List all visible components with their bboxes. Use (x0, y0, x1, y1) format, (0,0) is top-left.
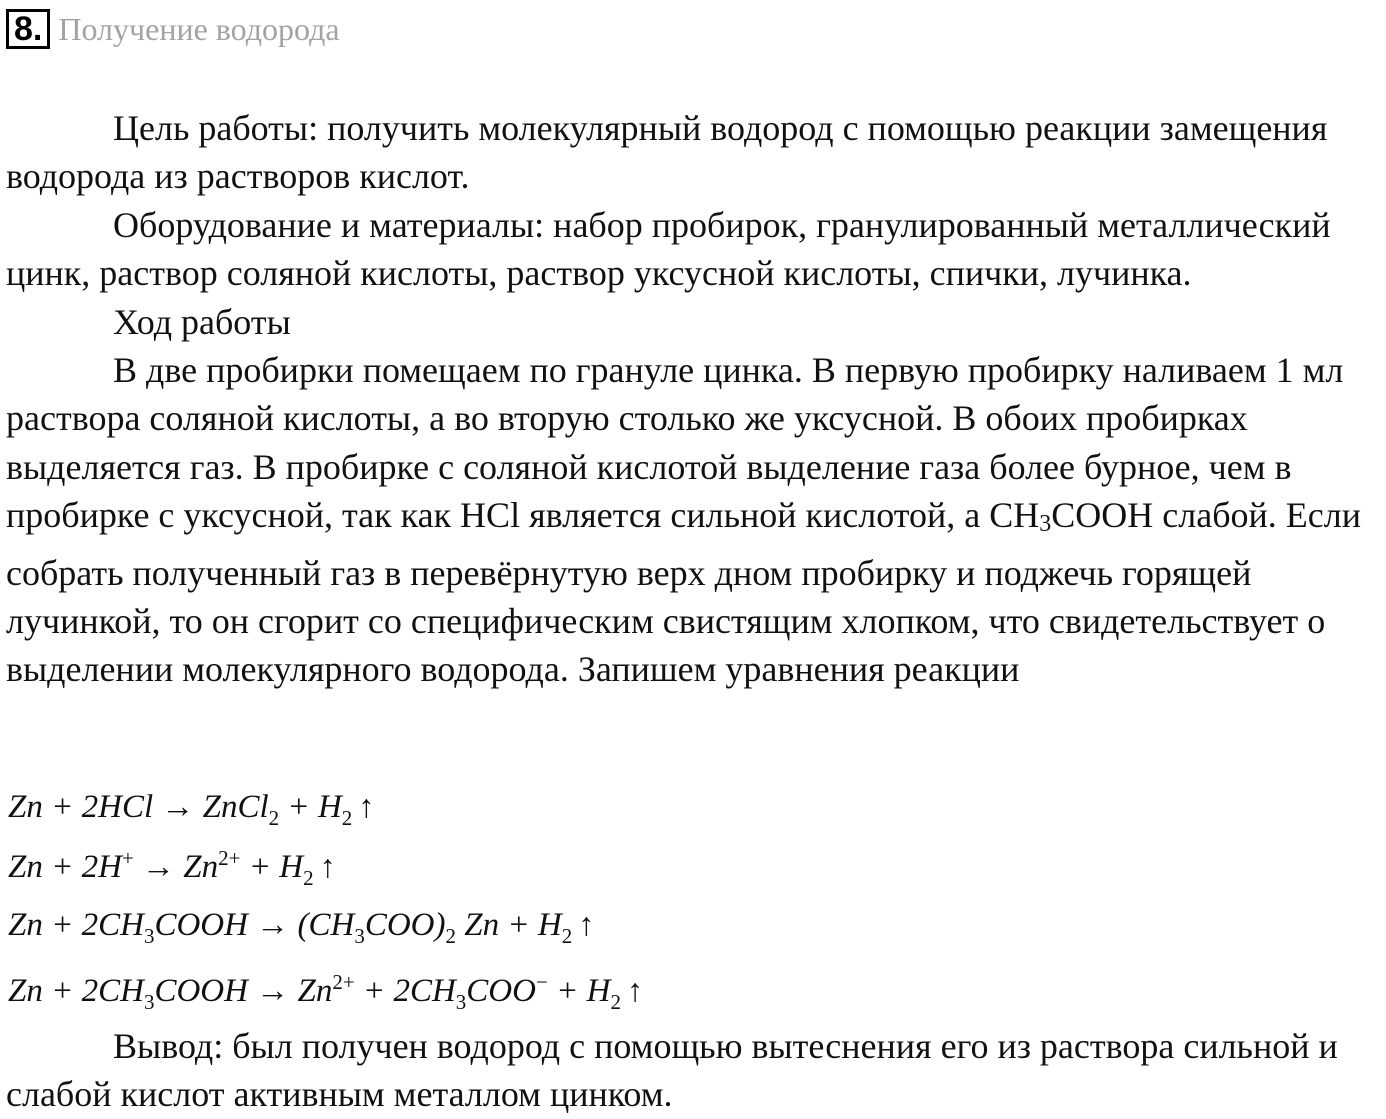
goal-paragraph: Цель работы: получить молекулярный водород с помощью реакции замещения водорода из растворов кислот. (6, 108, 1328, 197)
gas-arrow-icon: ↑ (578, 906, 595, 942)
procedure-text-b: COOH слабой. Если собрать полученный газ в перевёрнутую верх дном пробирку и поджечь горящей лучинкой, то он сгорит со специфическим свистящим хлопком, что свидетельствует о выделении молекулярного водорода. Запишем уравнения реакции (6, 495, 1361, 690)
conclusion-paragraph: Вывод: был получен водород с помощью вытеснения его из раствора сильной и слабой кислот активным металлом цинком. (6, 1026, 1338, 1115)
eq1-sub: 2 (341, 806, 353, 830)
eq1-part: Zn + 2HCl → ZnCl (8, 789, 269, 825)
eq3-sub: 3 (143, 924, 155, 948)
equation-4 (8, 972, 643, 1013)
eq4-sup: 2+ (332, 970, 355, 994)
eq3-part: Zn + H (455, 907, 562, 943)
gas-arrow-icon: ↑ (626, 972, 643, 1008)
eq4-sub: 3 (455, 990, 467, 1014)
eq1-sub: 2 (268, 806, 280, 830)
equation-2 (8, 848, 336, 889)
eq3-part: Zn + 2CH (8, 907, 144, 943)
eq2-sup: 2+ (218, 846, 241, 870)
eq3-sub: 2 (445, 924, 456, 948)
eq3-sub: 2 (561, 924, 573, 948)
task-title: Получение водорода (58, 11, 340, 47)
eq4-part: + H (547, 973, 611, 1009)
eq3-part: COOH → (CH (154, 907, 355, 943)
gas-arrow-icon: ↑ (358, 788, 375, 824)
eq4-part: + 2CH (354, 973, 456, 1009)
equipment-paragraph: Оборудование и материалы: набор пробирок, гранулированный металлический цинк, раствор соляной кислоты, раствор уксусной кислоты, спички, лучинка. (6, 204, 1331, 294)
procedure-subscript: 3 (1039, 511, 1052, 538)
eq4-sup: − (535, 970, 548, 994)
procedure-text-a: В две пробирки помещаем по грануле цинка. В первую пробирку наливаем 1 мл раствора соляной кислоты, а во вторую столько же уксусной. В обоих пробирках выделяется газ. В пробирке с соляной кислотой выделение газа более бурное, чем в пробирке с уксусной, так как HCl является сильной кислотой, а CH (6, 350, 1344, 536)
eq4-sub: 2 (610, 990, 621, 1014)
procedure-paragraph (6, 346, 1382, 694)
eq2-sup: + (121, 846, 134, 870)
progress-heading: Ход работы (113, 301, 291, 342)
eq2-sub: 2 (303, 866, 314, 890)
gas-arrow-icon: ↑ (319, 848, 336, 884)
eq2-part: → Zn (133, 849, 219, 885)
eq1-part: + H (279, 789, 342, 825)
equation-3 (8, 908, 594, 947)
eq3-sub: 3 (354, 924, 365, 948)
main-text (6, 104, 1382, 694)
eq4-part: COO (466, 973, 536, 1009)
eq4-part: COOH → Zn (154, 973, 333, 1009)
header (6, 6, 340, 52)
eq2-part: + H (240, 849, 304, 885)
eq3-part: COO) (364, 907, 446, 943)
eq2-part: Zn + 2H (8, 849, 122, 885)
equation-1 (8, 790, 374, 829)
eq4-part: Zn + 2CH (8, 973, 144, 1009)
conclusion-section (6, 1022, 1382, 1119)
eq4-sub: 3 (143, 990, 155, 1014)
task-number: 8. (6, 9, 50, 49)
